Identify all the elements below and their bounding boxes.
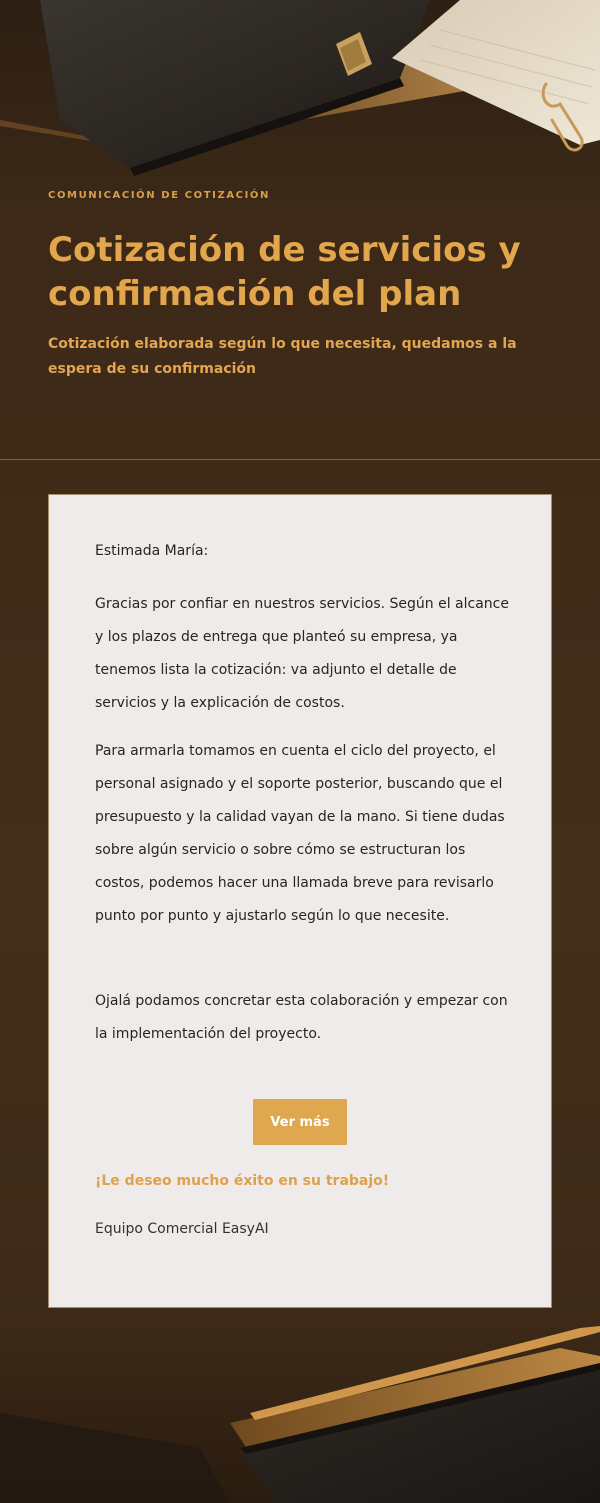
leather-folder-icon	[0, 1308, 600, 1503]
closing-wish: ¡Le deseo mucho éxito en su trabajo!	[95, 1173, 390, 1189]
page-title: Cotización de servicios y confirmación del plan	[48, 230, 521, 314]
body-paragraph-1: Gracias por confiar en nuestros servicios. Según el alcance y los plazos de entrega que planteó su empresa, ya tenemos lista la cotización: va adjunto el detalle de servicios y la explicación de costos.	[95, 596, 509, 711]
greeting: Estimada María:	[95, 543, 209, 559]
footer-folder-illustration	[0, 1308, 600, 1503]
signature: Equipo Comercial EasyAI	[95, 1221, 269, 1237]
notebook-paperclip-icon	[0, 0, 600, 200]
header-divider	[0, 459, 600, 460]
header-notebook-illustration	[0, 0, 600, 200]
header-eyebrow: COMUNICACIÓN DE COTIZACIÓN	[48, 190, 271, 201]
body-paragraph-3: Ojalá podamos concretar esta colaboración y empezar con la implementación del proyecto.	[95, 993, 508, 1042]
see-more-button[interactable]: Ver más	[253, 1099, 347, 1145]
page-subtitle: Cotización elaborada según lo que necesita, quedamos a la espera de su confirmación	[48, 336, 517, 377]
message-card	[48, 494, 552, 1308]
body-paragraph-2: Para armarla tomamos en cuenta el ciclo del proyecto, el personal asignado y el soporte posterior, buscando que el presupuesto y la calidad vayan de la mano. Si tiene dudas sobre algún servicio o sobre cómo se estructuran los costos, podemos hacer una llamada breve para revisarlo punto por punto y ajustarlo según lo que necesite.	[95, 743, 505, 924]
